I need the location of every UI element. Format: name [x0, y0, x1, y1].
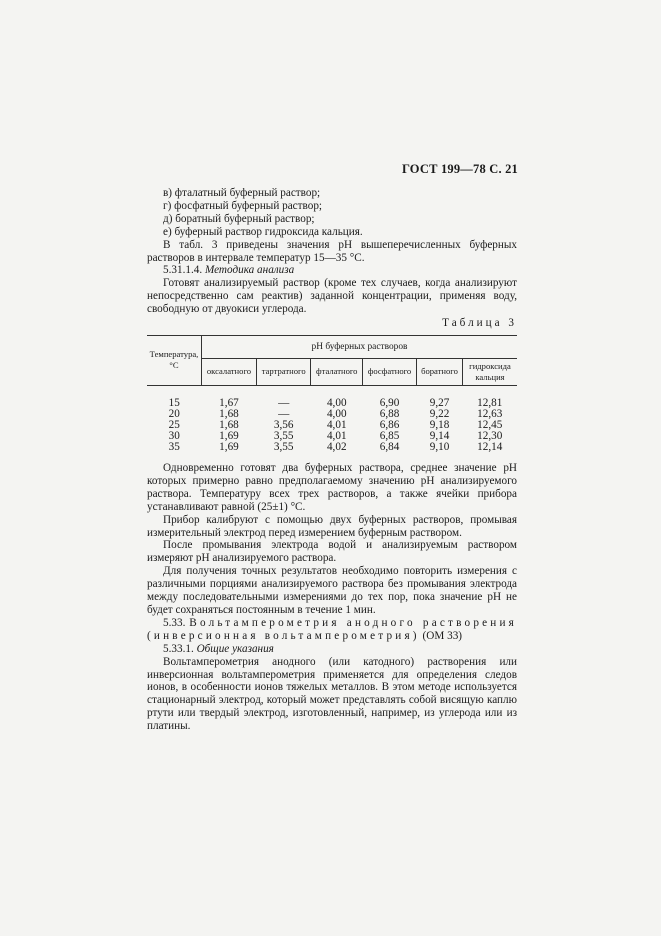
value-cell: 1,67 — [219, 396, 239, 409]
section-title: Методика анализа — [204, 264, 295, 277]
value-cell: 6,86 — [379, 418, 400, 431]
value-cell: 12,81 — [477, 396, 503, 409]
paragraph: После промывания электрода водой и анализируемым раствором измеряют рН анализируемого раствора. — [147, 539, 517, 565]
list-item: г) фосфатный буферный раствор; — [163, 199, 323, 212]
column-header: боратного — [417, 358, 463, 385]
ph-table — [147, 335, 517, 453]
value-cell: 1,68 — [219, 407, 239, 420]
value-cell: 6,85 — [379, 429, 400, 442]
temp-cell: 35 — [168, 440, 180, 453]
paragraph: Прибор калибруют с помощью двух буферных растворов, промывая измерительный электрод перед измерением буферным раствором. — [147, 513, 517, 539]
table-row — [147, 442, 517, 453]
section-number: 5.31.1.4. — [163, 264, 203, 277]
value-cell: 6,88 — [379, 407, 400, 420]
value-cell: 12,63 — [477, 407, 503, 420]
text-block-top — [147, 187, 517, 453]
list-item: д) боратный буферный раствор; — [163, 212, 315, 225]
value-cell: 12,14 — [477, 440, 503, 453]
value-cell: — — [278, 407, 290, 420]
temp-cell: 25 — [168, 418, 180, 431]
section-title-line2: (инверсионная вольтамперометрия) — [147, 629, 420, 642]
section-heading-5-31-1-4 — [147, 264, 517, 277]
value-cell: 3,55 — [273, 429, 294, 442]
value-cell: 12,30 — [477, 429, 503, 442]
value-cell: 4,01 — [326, 418, 347, 431]
value-cell: 12,45 — [477, 418, 503, 431]
final-paragraph: Вольтамперометрия анодного (или катодного) растворения или инверсионная вольтамперометрия применяется для определения следов ионов, в особенности ионов тяжелых металлов. В этом методе используется стационарный электрод, который может представлять собой висящую каплю ртути или твердый электрод, изготовленный, например, из углерода или из платины. — [147, 655, 517, 733]
column-header: гидроксида кальция — [463, 358, 518, 385]
value-cell: 4,00 — [326, 407, 347, 420]
temp-cell: 30 — [168, 429, 180, 442]
text-block-bottom — [147, 462, 517, 733]
value-cell: 3,56 — [273, 418, 294, 431]
column-header: фосфатного — [363, 358, 417, 385]
value-cell: 9,27 — [429, 396, 450, 409]
group-header: рН буферных растворов — [202, 335, 518, 358]
section-suffix: (ОМ 33) — [422, 629, 463, 642]
value-cell: 4,00 — [326, 396, 347, 409]
list-item: в) фталатный буферный раствор; — [163, 187, 321, 199]
list-item: е) буферный раствор гидроксида кальция. — [163, 225, 363, 238]
value-cell: 9,14 — [429, 429, 450, 442]
value-cell: 1,69 — [219, 440, 239, 453]
method-paragraph: Готовят анализируемый раствор (кроме тех случаев, когда анализируют непосредственно сам реактив) заданной концентрации, применяя воду, свободную от двуокиси углерода. — [147, 277, 517, 316]
temp-cell: 20 — [168, 407, 180, 420]
value-cell: 6,84 — [379, 440, 400, 453]
column-header: тартратного — [256, 358, 311, 385]
value-cell: 3,55 — [273, 440, 294, 453]
section-title-line1: Вольтамперометрия анодного растворения — [189, 616, 517, 629]
value-cell: 6,90 — [379, 396, 400, 409]
value-cell: — — [278, 396, 290, 409]
table-caption: Таблица 3 — [442, 317, 517, 330]
table-row — [147, 385, 517, 409]
temp-cell: 15 — [168, 396, 180, 409]
column-header: оксалатного — [202, 358, 257, 385]
section-number: 5.33.1. — [163, 642, 194, 655]
section-number: 5.33. — [163, 616, 186, 629]
value-cell: 9,10 — [429, 440, 450, 453]
column-header: фталатного — [311, 358, 363, 385]
value-cell: 4,01 — [326, 429, 347, 442]
section-heading-5-33 — [147, 617, 517, 643]
section-heading-5-33-1 — [147, 643, 517, 656]
temperature-header: Температура, °С — [147, 335, 202, 385]
value-cell: 4,02 — [326, 440, 347, 453]
section-title: Общие указания — [196, 642, 274, 655]
paragraph: Для получения точных результатов необходимо повторить измерения с различными порциями анализируемого раствора без промывания электрода между последовательными измерениями до тех пор, пока значение рН не будет сохраняться постоянным в течение 1 мин. — [147, 565, 517, 616]
value-cell: 1,69 — [219, 429, 239, 442]
buffer-list — [147, 187, 517, 239]
paragraph: Одновременно готовят два буферных раствора, среднее значение рН которых примерно равно предполагаемому значению рН анализируемого раствора. Температуру всех трех растворов, а также ячейки прибора устанавливают равной (25±1) °С. — [147, 462, 517, 513]
intro-paragraph: В табл. 3 приведены значения рН вышеперечисленных буферных растворов в интервале температур 15—35 °С. — [147, 238, 517, 264]
page-header: ГОСТ 199—78 С. 21 — [401, 162, 518, 176]
value-cell: 1,68 — [219, 418, 239, 431]
value-cell: 9,18 — [429, 418, 450, 431]
value-cell: 9,22 — [429, 407, 450, 420]
